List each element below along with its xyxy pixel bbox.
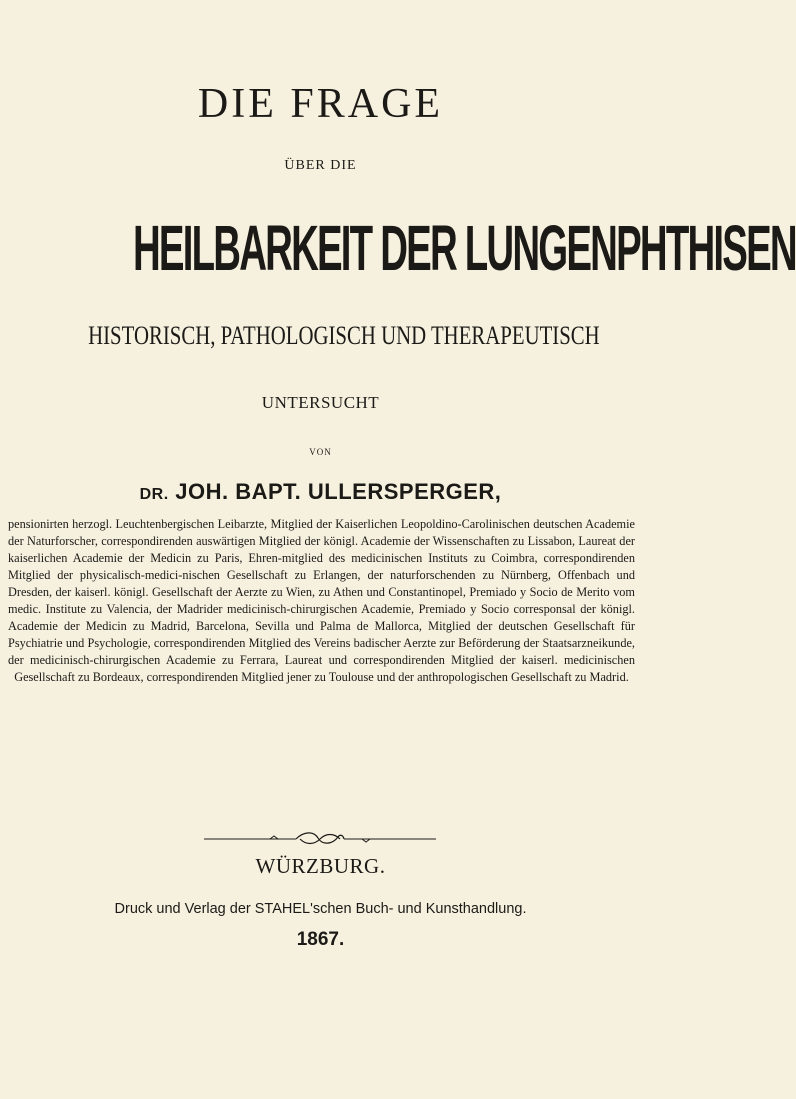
author-credentials: pensionirten herzogl. Leuchtenbergischen Leibarzte, Mitglied der Kaiserlichen Leopoldino-Carolinischen deutschen Academie der Naturforscher, correspondirenden auswärtigen Mitglied der königl. Academie der Wissenschaften zu Lissabon, Laureat der kaiserlichen Academie der Medicin zu Paris, Ehren-mitglied des medicinischen Instituts zu Coimbra, correspondirenden Mitglied der physicalisch-medici-nischen Gesellschaft zu Erlangen, der naturforschenden zu Nürnberg, Offenbach und Dresden, der kaiserl. königl. Gesellschaft der Aerzte zu Wien, zu Athen und Constantinopel, Premiado y Socio de Merito vom medic. Institute zu Valencia, der Madrider medicinisch-chirurgischen Academie, Premiado y Socio corresponsal der königl. Academie der Medicin zu Madrid, Barcelona, Sevilla und Palma de Mallorca, Mitglied der deutschen Gesellschaft für Psychiatrie und Psychologie, correspondirenden Mitglied des Vereins badischer Aerzte zur Beförderung der Staatsarzneikunde, der medicinisch-chirurgischen Academie zu Ferrara, Laureat und correspondirenden Mitglied der kaiserl. medicinischen Gesellschaft zu Bordeaux, correspondirenden Mitglied jener zu Toulouse und der anthropologischen Gesellschaft zu Madrid. xyxy=(8,517,635,684)
book-title: DIE FRAGE xyxy=(197,81,444,127)
author-prefix: DR. xyxy=(139,486,169,503)
publication-year: 1867. xyxy=(296,929,345,950)
title-connector: ÜBER DIE xyxy=(284,158,357,173)
untersucht-line: UNTERSUCHT xyxy=(261,393,380,412)
author-line xyxy=(0,478,641,509)
author-name: JOH. BAPT. ULLERSPERGER, xyxy=(175,479,502,504)
ornamental-rule-icon xyxy=(200,830,440,846)
publisher-line: Druck und Verlag der STAHEL'schen Buch- und Kunsthandlung. xyxy=(114,901,527,917)
subtitle: HISTORISCH, PATHOLOGISCH UND THERAPEUTISCH xyxy=(88,321,600,350)
von-line: VON xyxy=(309,447,332,457)
main-title: HEILBARKEIT DER LUNGENPHTHISEN xyxy=(133,212,796,284)
publication-city: WÜRZBURG. xyxy=(255,854,386,878)
